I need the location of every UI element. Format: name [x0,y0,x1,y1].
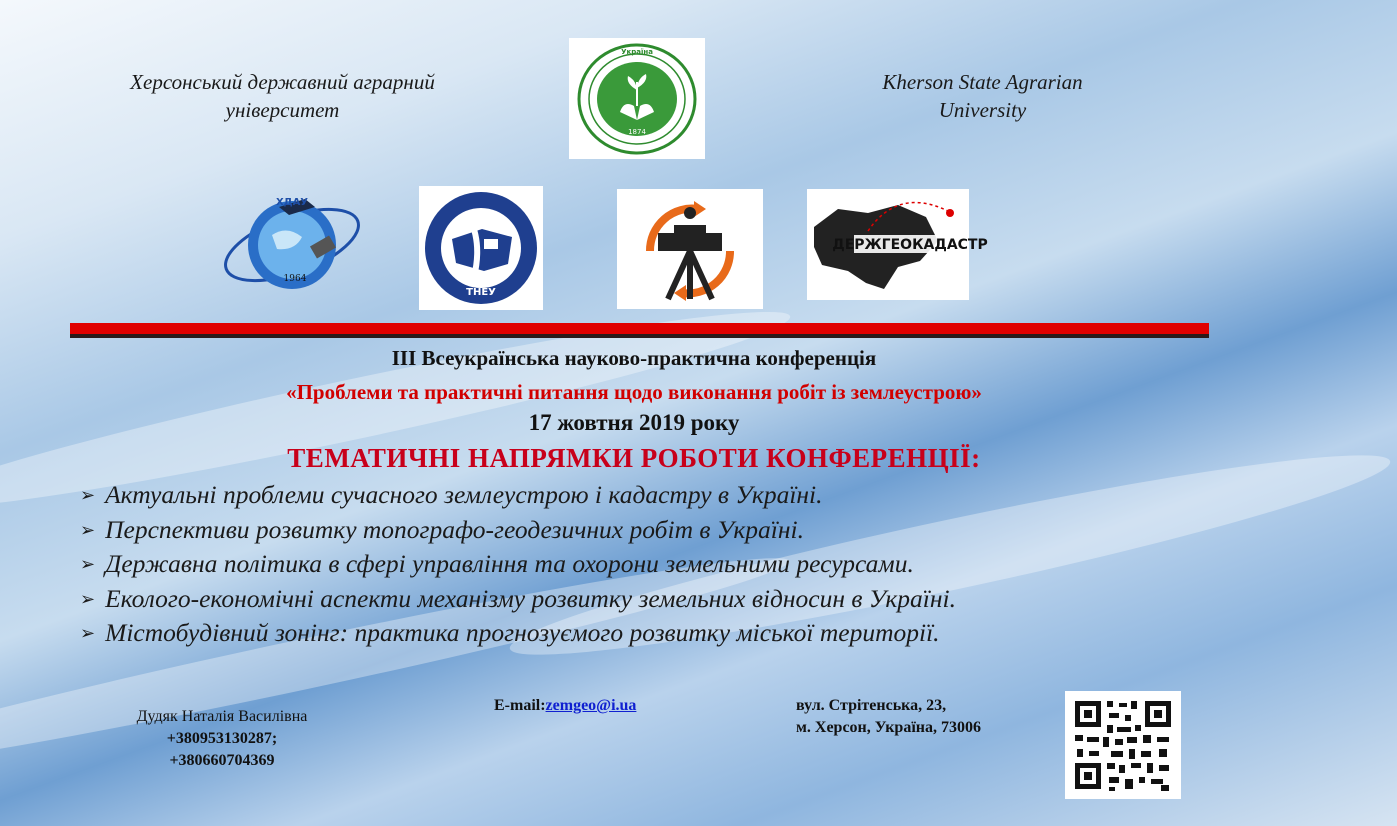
ksau-emblem-icon [572,40,702,158]
address-line-1: вул. Стрітенська, 23, [796,697,947,714]
ksau-logo [569,38,705,159]
qr-code-icon [1065,691,1181,799]
svg-text:1964: 1964 [283,274,307,284]
university-name-en: Kherson State Agrarian University [882,70,1083,122]
address-block [796,695,981,739]
topics-heading: ТЕМАТИЧНІ НАПРЯМКИ РОБОТИ КОНФЕРЕНЦІЇ: [287,443,981,473]
conference-date: 17 жовтня 2019 року [528,410,740,435]
divider-red [70,323,1209,334]
contact-block [112,706,332,772]
qr-code[interactable] [1065,691,1181,799]
arrow-bullet-icon: ➢ [80,588,96,609]
divider-dark [70,334,1209,338]
theodolite-icon [620,191,760,307]
ukraine-map-icon [808,191,988,299]
conference-title: ІІІ Всеукраїнська науково-практична конференція [391,346,877,370]
contact-phone-1: +380953130287; [166,730,278,747]
email-label: E-mail: [494,697,546,714]
theu-emblem-icon [422,189,540,307]
arrow-bullet-icon: ➢ [80,519,96,540]
list-item: ➢ Містобудівний зонінг: практика прогнозуємого розвитку міської території. [80,616,1200,651]
svg-text:1874: 1874 [628,127,646,136]
khdau-logo [216,185,368,303]
email-block [494,697,636,715]
svg-text:ХДАУ: ХДАУ [275,197,309,208]
topics-list [80,478,1200,651]
list-item: ➢ Державна політика в сфері управління та охорони земельними ресурсами. [80,547,1200,582]
university-name-ua: Херсонський державний аграрний університет [130,70,435,122]
svg-text:ТНЕУ: ТНЕУ [466,287,496,298]
theu-logo [419,186,543,310]
contact-name: Дудяк Наталія Василівна [136,708,308,725]
conference-subtitle: «Проблеми та практичні питання щодо виконання робіт із землеустрою» [286,380,982,404]
contact-phone-2: +380660704369 [169,752,275,769]
arrow-bullet-icon: ➢ [80,485,96,505]
email-link[interactable]: zemgeo@i.ua [545,697,637,714]
list-item: ➢ Перспективи розвитку топографо-геодезичних робіт в Україні. [80,513,1200,548]
khdau-globe-icon [217,185,367,303]
derzhgeokadastr-logo [807,189,988,300]
address-line-2: м. Херсон, Україна, 73006 [796,719,981,736]
svg-text:ДЕРЖГЕОКАДАСТР: ДЕРЖГЕОКАДАСТР [832,236,988,253]
list-item: ➢ Еколого-економічні аспекти механізму розвитку земельних відносин в Україні. [80,582,1200,617]
svg-text:Україна: Україна [621,47,653,56]
geodesy-logo [617,189,763,309]
arrow-bullet-icon: ➢ [80,623,96,643]
arrow-bullet-icon: ➢ [80,554,96,574]
list-item: ➢ Актуальні проблеми сучасного землеустрою і кадастру в Україні. [80,478,1200,513]
